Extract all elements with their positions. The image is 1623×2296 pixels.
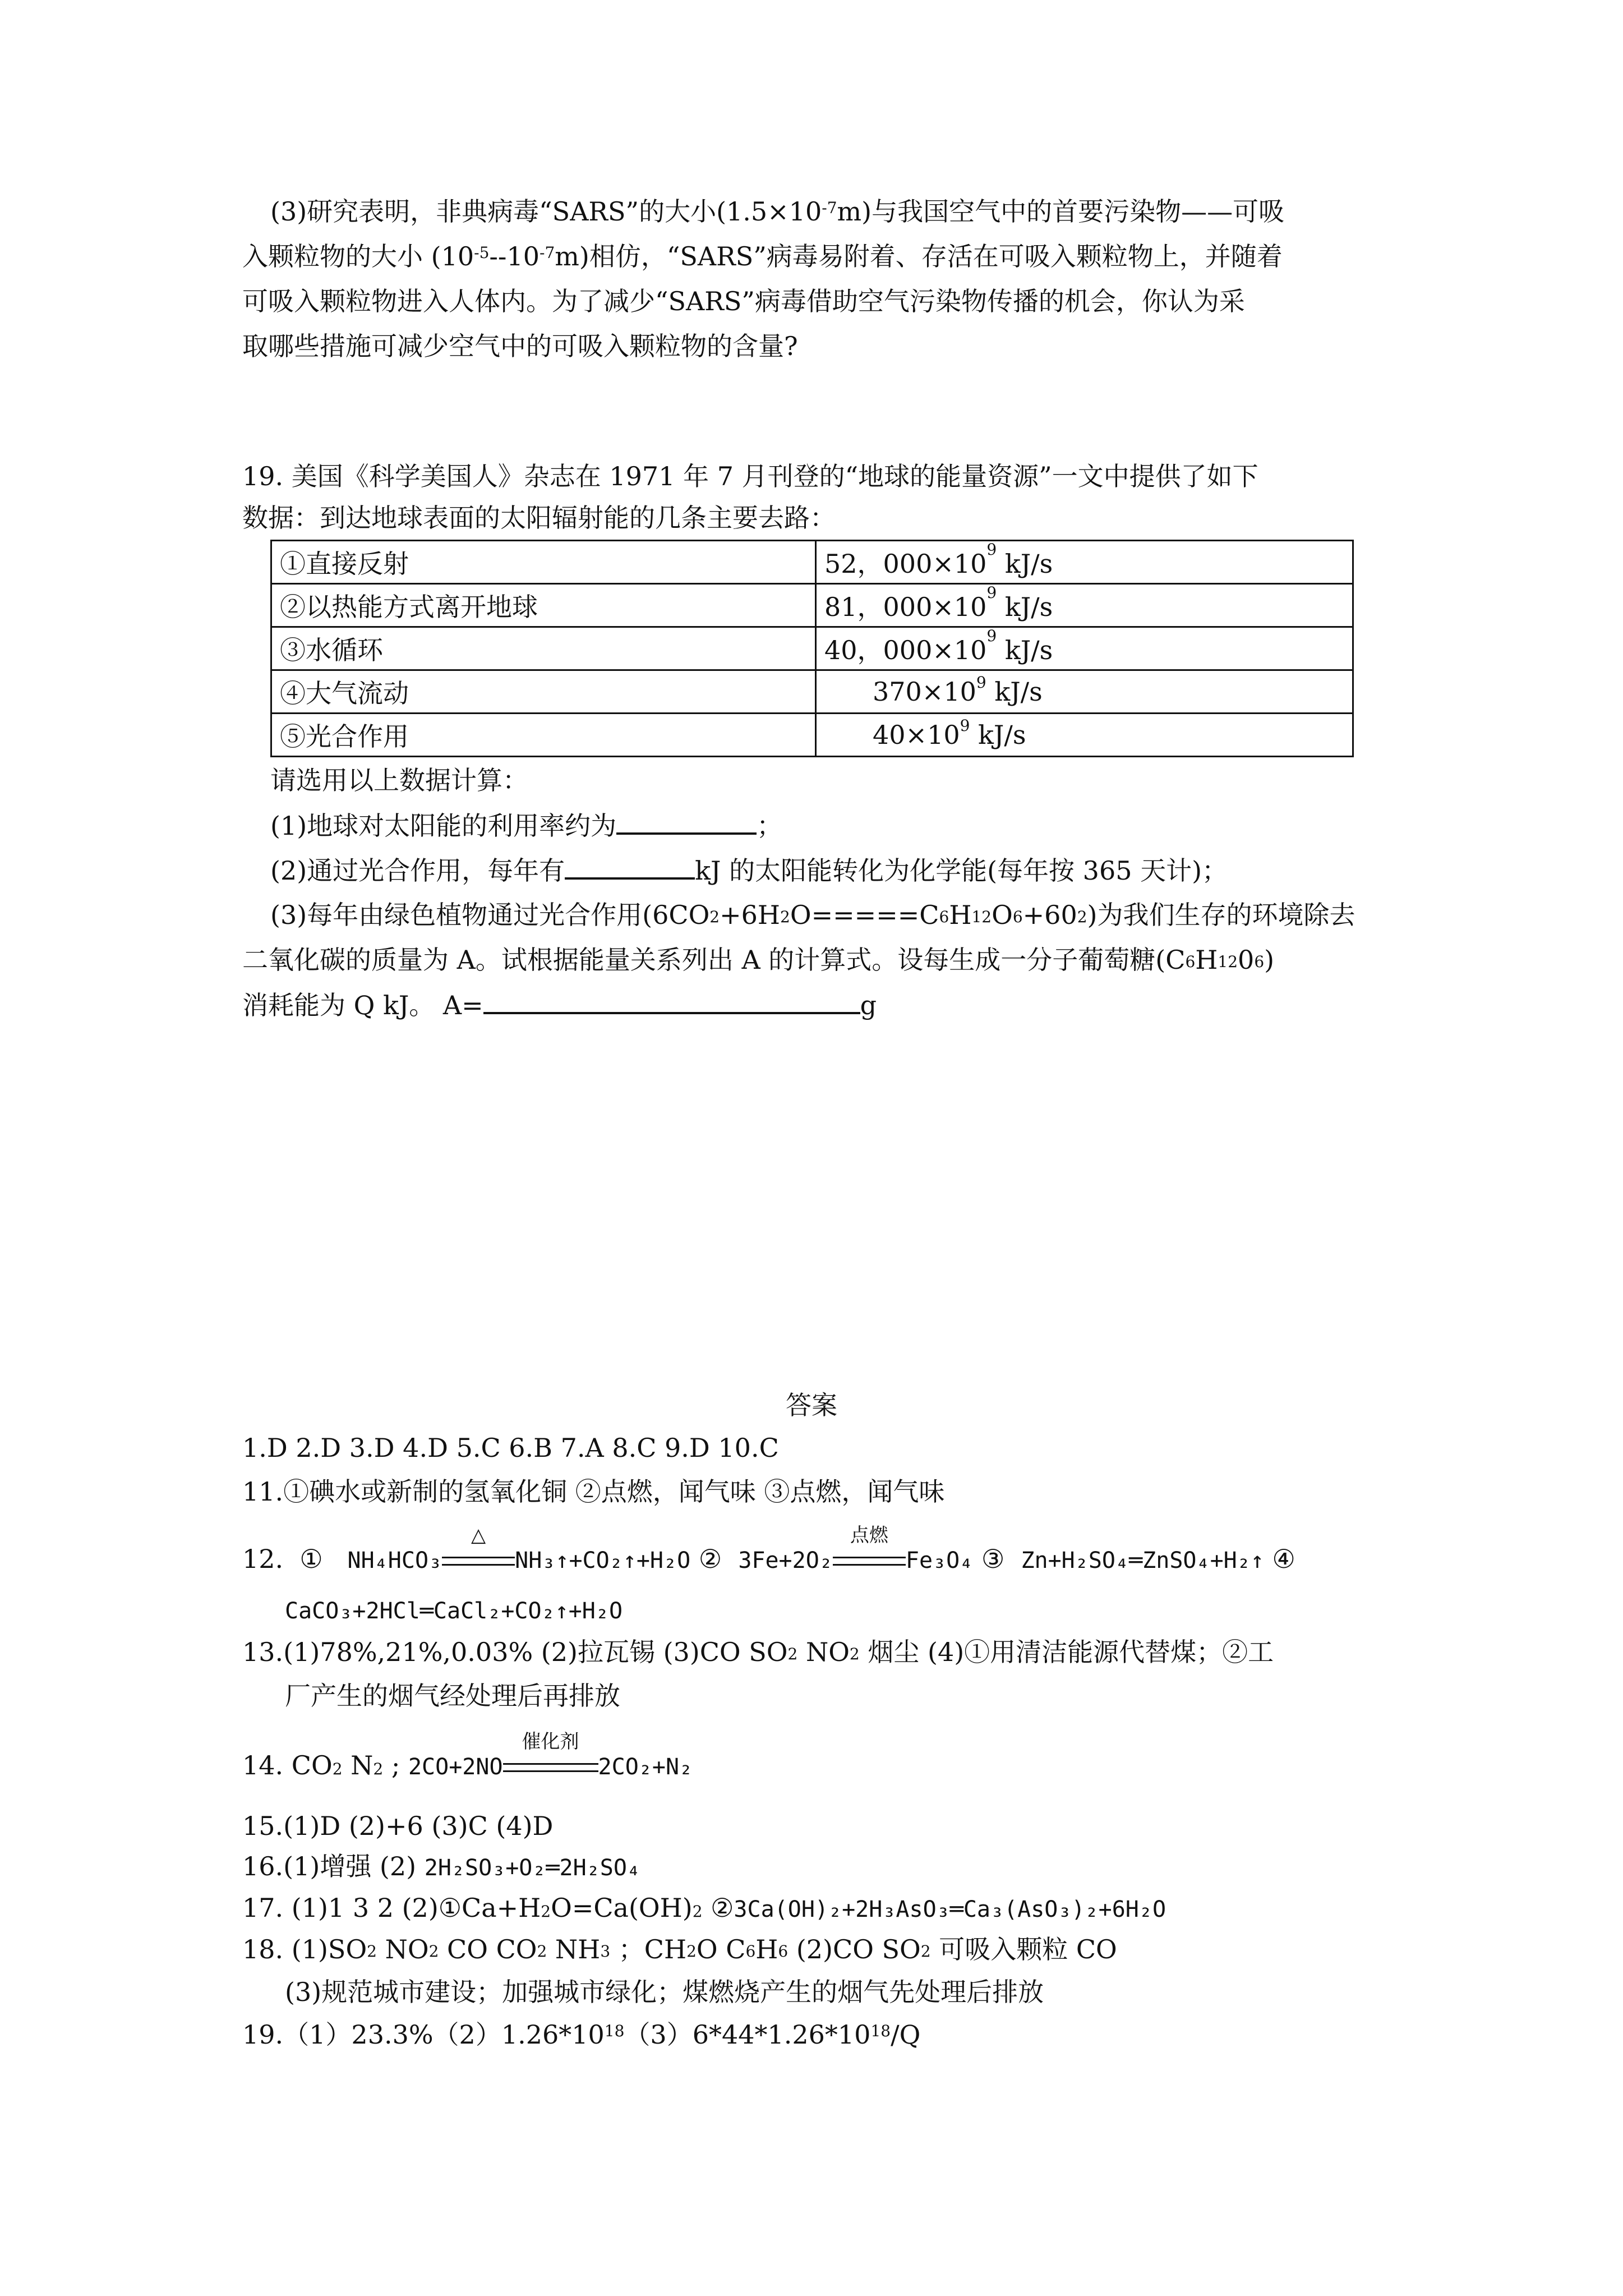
answer-13-line-1: 13.(1)78%,21%,0.03% (2)拉瓦锡 (3)CO $SO_2$ $NO_2$ 烟尘 (4)①用清洁能源代替煤；②工 [242,1637,1274,1667]
answer-blank-3[interactable] [483,987,860,1014]
energy-table-value: $370\times 10^9$ kJ/s [816,670,1353,714]
energy-table-label: ④大气流动 [271,670,816,714]
answer-17: 17. (1)1 3 2 $(2)①Ca+H_2O=Ca(OH)_2$ ②3Ca(OH)₂+2H₃AsO₃═Ca₃(AsO₃)₂+6H₂O [242,1893,1166,1923]
q19-line-2: 数据：到达地球表面的太阳辐射能的几条主要去路： [242,503,836,533]
energy-table-label: ③水循环 [271,627,816,670]
q19-part-3-line-1: (3)每年由绿色植物通过光合作用$(6CO_2+6H_2O=====C_6H_{12}O_6+60_2)$为我们生存的环境除去 [270,900,1355,930]
q18-3-line-2: 入颗粒物的大小 $(10^{-5}--10^{-7}m)$相仿，“SARS”病毒易附着、存活在可吸入颗粒物上，并随着 [242,241,1283,272]
q19-part-3-line-3: 消耗能为 Q kJ。 A= g [242,987,877,1023]
q18-3-line-3: 可吸入颗粒物进入人体内。为了减少“SARS”病毒借助空气污染物传播的机会，你认为采 [242,286,1245,316]
q19-line-1: 19. 美国《科学美国人》杂志在 1971 年 7 月刊登的“地球的能量资源”一文中提供了如下 [242,461,1258,491]
answer-16: 16.(1)增强 (2) 2H₂SO₃+O₂═2H₂SO₄ [242,1851,641,1881]
reaction-arrow-heat: △ [442,1542,515,1576]
answer-18-line-2: (3)规范城市建设；加强城市绿化；煤燃烧产生的烟气先处理后排放 [285,1977,1044,2007]
answer-1-10: 1.D 2.D 3.D 4.D 5.C 6.B 7.A 8.C 9.D 10.C [242,1433,779,1463]
answer-19: $19.(1)23.3\%(2)1.26*10^{18}(3)6*44*1.26*10^{18}/Q$ [242,2019,921,2050]
energy-table-row [271,541,1353,584]
energy-table-row [271,584,1353,627]
answers-title: 答案 [786,1390,837,1420]
answer-11: 11.①碘水或新制的氢氧化铜 ②点燃，闻气味 ③点燃，闻气味 [242,1476,945,1507]
q19-intro: 请选用以上数据计算： [270,765,528,795]
energy-table-value: $40\times 10^9$ kJ/s [816,714,1353,757]
energy-table-row [271,627,1353,670]
answer-15: 15.(1)D (2)+6 (3)C (4)D [242,1811,554,1841]
q19-part-3-line-2: 二氧化碳的质量为 A。试根据能量关系列出 A 的计算式。设每生成一分子葡萄糖$(C_6H_{12}0_6)$ [242,945,1275,975]
answer-14: 14. $CO_2$ $N_2$ ; 2CO+2NO 催化剂 2CO₂+N₂ [242,1748,693,1784]
energy-table-row [271,670,1353,714]
energy-table-value: 52，$000\times 10^9$ kJ/s [816,541,1353,584]
answer-12-line-2: CaCO₃+2HCl═CaCl₂+CO₂↑+H₂O [285,1598,623,1624]
energy-table [270,540,1354,757]
answer-12-line-1: 12. ① NH₄HCO₃ △ NH₃↑+CO₂↑+H₂O ② 3Fe+2O₂ 点燃 Fe₃O₄ ③ Zn+H₂SO₄═ZnSO₄+H₂↑ ④ [242,1542,1295,1578]
energy-table-label: ①直接反射 [271,541,816,584]
answer-13-line-2: 厂产生的烟气经处理后再排放 [285,1681,620,1711]
q19-part-2: (2)通过光合作用，每年有 kJ 的太阳能转化为化学能(每年按 365 天计)； [270,853,1228,888]
energy-table-value: 40，$000\times 10^9$ kJ/s [816,627,1353,670]
energy-table-label: ⑤光合作用 [271,714,816,757]
answer-blank-2[interactable] [565,853,695,880]
answer-blank-1[interactable] [616,808,757,835]
q18-3-line-4: 取哪些措施可减少空气中的可吸入颗粒物的含量? [242,331,798,361]
q18-3-line-1: (3)研究表明，非典病毒“SARS”的大小$(1.5\times 10^{-7}m)$与我国空气中的首要污染物——可吸 [270,196,1285,227]
answer-18-line-1: 18. $(1)SO_2$ $NO_2$ CO $CO_2$ $NH_3$ ；$CH_2O$ $C_6H_6$ (2)CO $SO_2$ 可吸入颗粒 CO [242,1934,1117,1964]
energy-table-label: ②以热能方式离开地球 [271,584,816,627]
reaction-arrow-catalyst: 催化剂 [503,1748,598,1783]
energy-table-row [271,714,1353,757]
energy-table-value: 81，$000\times 10^9$ kJ/s [816,584,1353,627]
q19-part-1: (1)地球对太阳能的利用率约为 ； [270,808,782,843]
reaction-arrow-ignite: 点燃 [833,1542,906,1576]
